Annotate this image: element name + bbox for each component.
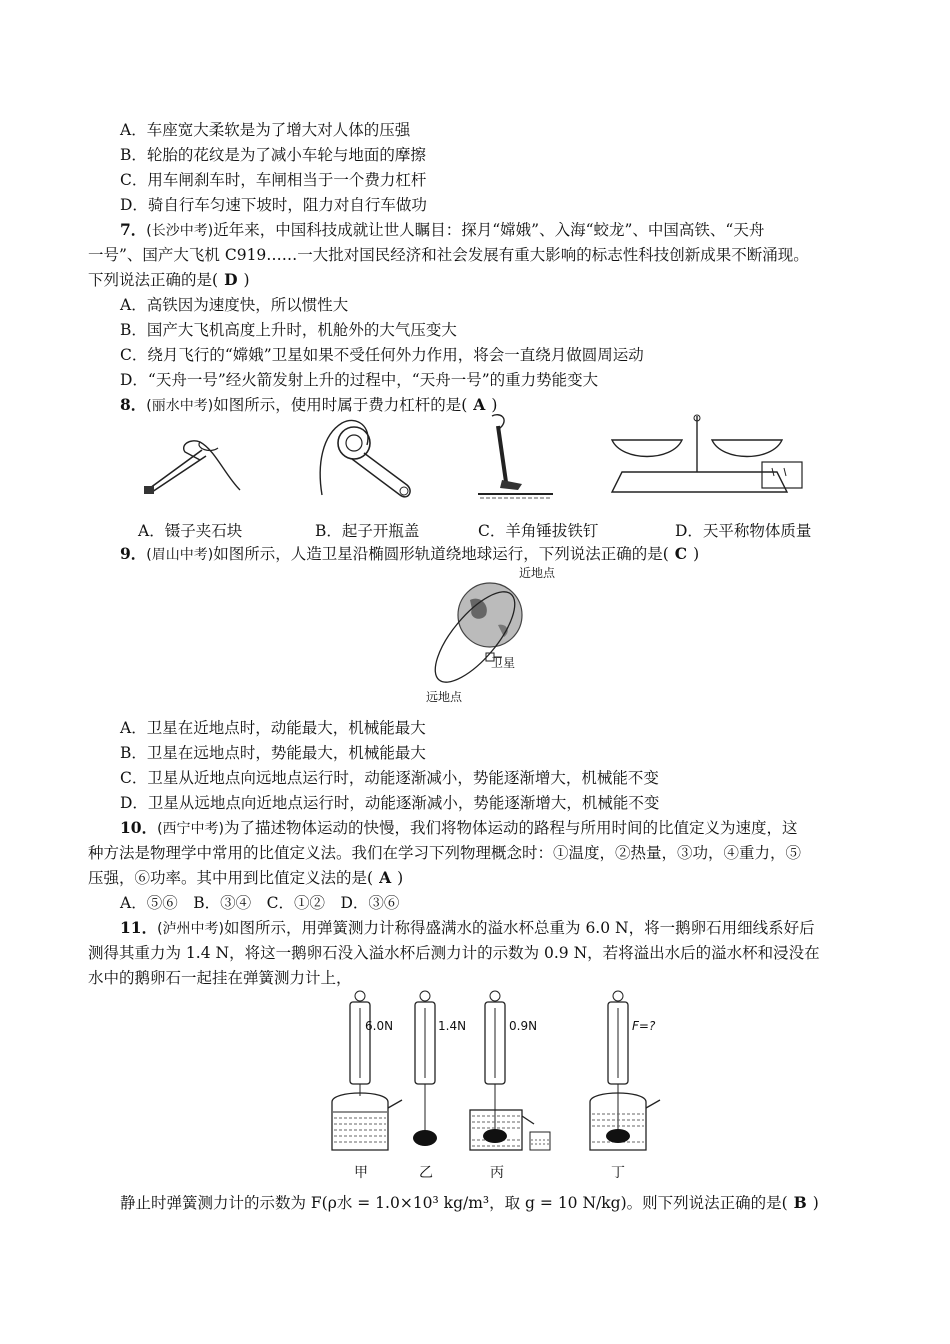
q11-number: 11． [120, 918, 158, 937]
spring-scale-figure [320, 990, 670, 1160]
q7-text: 近年来，中国科技成就让世人瞩目：探月“嫦娥”、入海“蛟龙”、中国高铁、“天舟 [213, 221, 765, 239]
reading-ding: F=? [632, 1019, 656, 1033]
balance-scale-figure [602, 412, 817, 502]
tweezers-figure [140, 420, 250, 500]
q8-caption-b: B．起子开瓶盖 [315, 522, 420, 540]
q10-number: 10． [120, 818, 158, 837]
q7-stem-line2: 一号”、国产大飞机 C919……一大批对国民经济和社会发展有重大影响的标志性科技创新成果不断涌现。 [88, 246, 809, 264]
q9-close: ) [693, 545, 700, 563]
q10-stem-end: 压强，⑥功率。其中用到比值定义法的是( [88, 869, 374, 887]
reading-bing: 0.9N [509, 1019, 538, 1033]
scale-yi [413, 991, 437, 1146]
apogee-label: 远地点 [426, 690, 463, 704]
claw-hammer-figure [478, 412, 558, 502]
caption-ding: 丁 [611, 1165, 625, 1181]
q11-answer: B [793, 1193, 807, 1212]
q7-answer: D [224, 270, 238, 289]
q9-text: 如图所示，人造卫星沿椭圆形轨道绕地球运行，下列说法正确的是( [213, 545, 669, 563]
q8-answer: A [473, 395, 486, 414]
bottle-opener-figure [312, 415, 422, 500]
q11-close: ) [812, 1194, 819, 1212]
q11-stem-line1 [120, 917, 815, 940]
q10-stem-line1 [120, 817, 798, 840]
q7-option-a: A．高铁因为速度快，所以惯性大 [120, 296, 349, 314]
q9-option-a: A．卫星在近地点时，动能最大，机械能最大 [120, 719, 426, 737]
caption-jia: 甲 [354, 1165, 368, 1181]
q6-option-b: B．轮胎的花纹是为了减小车轮与地面的摩擦 [120, 146, 426, 164]
q6-option-d: D．骑自行车匀速下坡时，阻力对自行车做功 [120, 196, 427, 214]
scale-bing [470, 991, 550, 1150]
q8-stem [120, 394, 497, 417]
caption-yi: 乙 [419, 1165, 433, 1181]
q8-text: 如图所示，使用时属于费力杠杆的是( [213, 396, 468, 414]
q9-option-b: B．卫星在远地点时，势能最大，机械能最大 [120, 744, 426, 762]
q9-source: (眉山中考) [146, 547, 214, 563]
q7-option-b: B．国产大飞机高度上升时，机舱外的大气压变大 [120, 321, 457, 339]
q11-stem-line2: 测得其重力为 1.4 N，将这一鹅卵石没入溢水杯后测力计的示数为 0.9 N，若将溢出水后的溢水杯和浸没在 [88, 944, 820, 962]
q8-caption-d: D．天平称物体质量 [675, 522, 812, 540]
q7-stem-line1 [120, 219, 764, 242]
q11-stem-line3: 水中的鹅卵石一起挂在弹簧测力计上， [88, 969, 352, 987]
perigee-label: 近地点 [519, 566, 556, 580]
scale-jia [332, 991, 402, 1150]
caption-bing: 丙 [490, 1165, 504, 1181]
q7-number: 7． [120, 220, 147, 239]
q7-stem-end: 下列说法正确的是( [88, 271, 219, 289]
q9-number: 9． [120, 544, 147, 563]
q8-number: 8． [120, 395, 147, 414]
reading-yi: 1.4N [438, 1019, 467, 1033]
q7-option-c: C．绕月飞行的“嫦娥”卫星如果不受任何外力作用，将会一直绕月做圆周运动 [120, 346, 644, 364]
reading-jia: 6.0N [365, 1019, 394, 1033]
q9-answer: C [674, 544, 688, 563]
q7-option-d: D．“天舟一号”经火箭发射上升的过程中，“天舟一号”的重力势能变大 [120, 371, 599, 389]
q10-options: A．⑤⑥ B．③④ C．①② D．③⑥ [120, 894, 400, 912]
satellite-label: 卫星 [491, 656, 516, 670]
q9-stem [120, 543, 699, 566]
q10-answer: A [379, 868, 392, 887]
q8-close: ) [491, 396, 498, 414]
q10-stem-line2: 种方法是物理学中常用的比值定义法。我们在学习下列物理概念时：①温度，②热量，③功，④重力，⑤ [88, 844, 802, 862]
q11-source: (泸州中考) [157, 921, 225, 937]
satellite-orbit-figure [420, 565, 570, 690]
q9-option-c: C．卫星从近地点向远地点运行时，动能逐渐减小，势能逐渐增大，机械能不变 [120, 769, 659, 787]
q11-stem-end: 静止时弹簧测力计的示数为 F(ρ水 = 1.0×10³ kg/m³，取 g = 10 N/kg)。则下列说法正确的是( [120, 1194, 788, 1212]
q10-stem-line3 [88, 867, 403, 889]
q7-stem-line3 [88, 269, 250, 291]
q10-source: (西宁中考) [157, 821, 225, 837]
q11-stem-line4 [120, 1192, 819, 1214]
q9-option-d: D．卫星从远地点向近地点运行时，动能逐渐减小，势能逐渐增大，机械能不变 [120, 794, 660, 812]
scale-ding [590, 991, 660, 1150]
q8-source: (丽水中考) [146, 398, 214, 414]
q6-option-c: C．用车闸刹车时，车闸相当于一个费力杠杆 [120, 171, 427, 189]
q10-close: ) [397, 869, 404, 887]
q7-close: ) [243, 271, 250, 289]
q7-source: (长沙中考) [146, 223, 214, 239]
q8-caption-c: C．羊角锤拔铁钉 [478, 522, 599, 540]
q6-option-a: A．车座宽大柔软是为了增大对人体的压强 [120, 121, 411, 139]
q10-text: 为了描述物体运动的快慢，我们将物体运动的路程与所用时间的比值定义为速度，这 [224, 819, 798, 837]
q8-caption-a: A．镊子夹石块 [138, 522, 243, 540]
q11-text: 如图所示，用弹簧测力计称得盛满水的溢水杯总重为 6.0 N，将一鹅卵石用细线系好后 [224, 919, 815, 937]
